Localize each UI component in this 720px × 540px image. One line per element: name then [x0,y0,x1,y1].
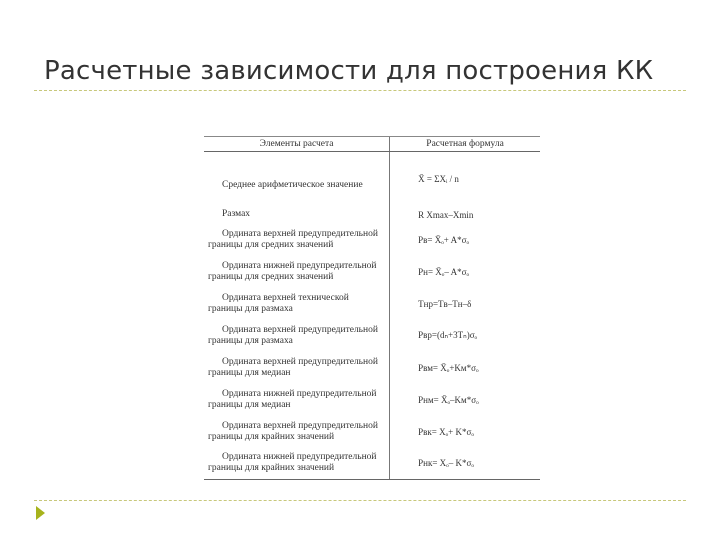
row-formula: Pвм= X̄ₒ+Kм*σₒ [390,352,540,384]
table-row [204,206,540,224]
table-row [204,416,540,448]
table-row [204,352,540,384]
table-row [204,448,540,480]
row-formula: Pнк= Xₒ– K*σₒ [390,448,540,480]
row-formula: Pв= X̄ₒ+ A*σₒ [390,224,540,256]
row-formula: Pнм= X̄ₒ–Kм*σₒ [390,384,540,416]
row-label: Ордината нижней предупредительной границы для крайних значений [204,448,390,480]
row-label: Ордината верхней предупредительной границы для размаха [208,324,378,346]
table-row [204,152,540,206]
bullet-arrow-icon [36,506,45,520]
table-row [204,288,540,320]
row-label: Ордината нижней предупредительной границы для медиан [208,388,377,410]
row-label: Ордината нижней предупредительной границы для средних значений [208,260,377,282]
table-row [204,320,540,352]
row-label: Ордината верхней предупредительной границы для средних значений [208,228,378,250]
row-label: Ордината верхней предупредительной границы для медиан [208,356,378,378]
header-elements: Элементы расчета [204,137,390,152]
row-label: Размах [222,209,251,219]
table-row [204,224,540,256]
row-formula: Pвр=(dₙ+3Tₙ)σₒ [390,320,540,352]
mean-formula: X̄ = ΣXᵢ / n [390,152,540,206]
table-header-row [204,137,540,152]
header-formula: Расчетная формула [390,137,540,152]
row-label: Ордината верхней технической границы для размаха [208,292,349,314]
table-row [204,256,540,288]
table-row [204,384,540,416]
row-label: Среднее арифметическое значение [222,180,363,191]
row-formula: Tнр=Tв–Tн–δ [390,288,540,320]
slide-title: Расчетные зависимости для построения КК [44,56,654,86]
row-formula: Pвк= Xₒ+ K*σₒ [390,416,540,448]
footer-divider [34,500,686,501]
row-formula: Pн= X̄ₒ– A*σₒ [390,256,540,288]
calculation-table [204,136,540,480]
row-label: Ордината верхней предупредительной границы для крайних значений [208,420,378,442]
row-formula: R Xmax–Xmin [390,206,540,224]
title-divider [34,90,686,91]
